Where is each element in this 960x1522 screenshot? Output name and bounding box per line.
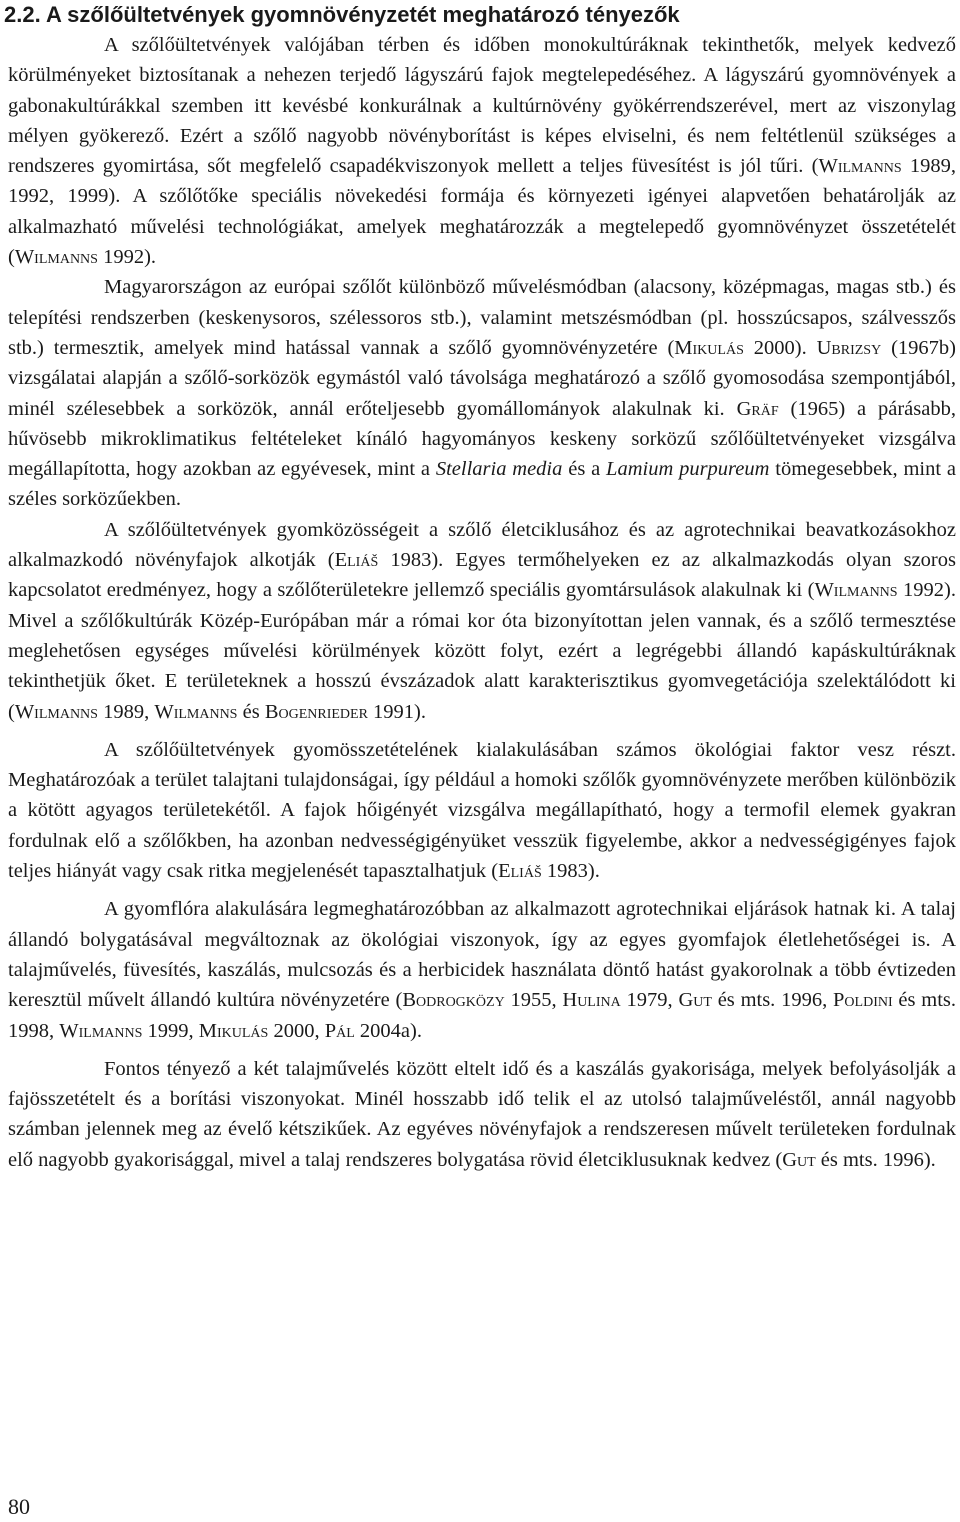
text-run: tömegesebbek, mint a széles sorközűekben. — [8, 458, 956, 511]
text-run: (1967b) vizsgálatai alapján a szőlő-sorközök egymástól való távolsága meghatározó a szőlő gyomosodása szempontjából, minél szélesebbek a sorközök, annál erőteljesebb gyomállományok alakulnak ki. — [8, 336, 957, 420]
text-run: és mts. 1996, — [711, 989, 834, 1012]
text-run: és a — [562, 458, 607, 481]
body-text — [8, 30, 956, 1175]
author-name: Wilmanns — [814, 579, 898, 602]
text-run: A szőlőültetvények gyomösszetételének kialakulásában számos ökológiai faktor vesz részt. Meghatározóak a terület talajtani tulajdonságai, így például a homoki szőlők gyomnövényzete merőben különbözik a kötött agyagos területekétől. A fajok hőigényét vizsgálva megállapítható, hogy a termofil elemek gyakran fordulnak elő a szőlőkben, ha azonban nedvességigényüket vesszük figyelembe, akkor a nedvességigényes fajok teljes hiányát vagy csak ritka megjelenését tapasztalhatjuk ( — [8, 738, 956, 883]
section-heading: 2.2. A szőlőültetvények gyomnövényzetét meghatározó tényezők — [4, 2, 680, 27]
text-run: 1999, — [142, 1019, 199, 1042]
author-name: Wilmanns — [14, 700, 98, 723]
text-run: 1989, — [97, 700, 155, 723]
author-name: Bogenrieder — [264, 700, 368, 723]
page-number: 80 — [8, 1494, 30, 1519]
author-name: Hulina — [562, 989, 621, 1012]
author-name: Gut — [782, 1148, 816, 1171]
text-run: A gyomflóra alakulására legmeghatározóbban az alkalmazott agrotechnikai eljárások hatnak ki. A talaj állandó bolygatásával megváltoznak az ökológiai viszonyok, így az egyes gyomfajok életlehetőségei is. A talajművelés, füvesítés, kaszálás, mulcsozás és a herbicidek használata döntő hatást gyakorolnak a több évtizeden keresztül művelt állandó kultúra növényzetére ( — [8, 898, 956, 1012]
text-run: Fontos tényező a két talajművelés között eltelt idő és a kaszálás gyakorisága, melyek befolyásolják a fajösszetételt és a borítási viszonyokat. Minél hosszabb idő telik el az utolsó talajműveléstől, annál nagyobb számban jelennek meg az évelő kétszikűek. Az egyéves növényfajok a rendszeresen művelt területeken fordulnak elő nagyobb gyakorisággal, mivel a talaj rendszeres bolygatása rövid életciklusuknak kedvez ( — [8, 1057, 956, 1171]
text-run: 1983). Egyes termőhelyeken ez az alkalmazkodás olyan szoros kapcsolatot eredményez, hogy a szőlőterületekre jellemző speciális gyomtársulások alakulnak ki ( — [8, 549, 956, 602]
text-run: 1979, — [620, 989, 679, 1012]
author-name: Gut — [678, 989, 712, 1012]
text-run: 2000). — [743, 336, 817, 359]
text-run: A szőlőültetvények gyomközösségeit a szőlő életciklusához és az agrotechnikai beavatkozásokhoz alkalmazkodó növényfajok alkotják ( — [8, 518, 956, 572]
author-name: Pál — [324, 1019, 355, 1042]
text-run: 1992). — [97, 246, 157, 269]
text-run: 1989, 1992, 1999). A szőlőtőke speciális növekedési formája és környezeti igényei alapvetően behatárolják az alkalmazható művelési technológiákat, amelyek meghatározzák a megtelepedő gyomnövényzet összetételét ( — [8, 155, 956, 269]
author-name: Gräf — [736, 397, 779, 420]
author-name: Wilmanns — [59, 1019, 143, 1042]
species-name: Stellaria media — [435, 458, 563, 481]
paragraph-1 — [8, 30, 956, 272]
author-name: Poldini — [833, 989, 893, 1012]
text-run: Magyarországon az európai szőlőt különböző művelésmódban (alacsony, középmagas, magas stb.) és telepítési rendszerben (keskenysoros, szélessoros stb.), valamint metszésmódban (pl. hosszúcsapos, szálvesszős stb.) termesztik, amelyek mind hatással vannak a szőlő gyomnövényzetére ( — [8, 276, 956, 359]
text-run: 1983). — [541, 860, 600, 883]
text-run: 1992). Mivel a szőlőkultúrák Közép-Európában már a római kor óta bizonyítottan jelen vannak, és a szőlő termesztése meglehetősen egységes művelési körülmények között folyt, ezért a legrégebbi állandó kapáskultúráknak tekinthetjük őket. E területeknek a hosszú évszázadok alatt karakterisztikus gyomvegetációja szelektálódott ki ( — [8, 579, 956, 723]
text-run: 2004a). — [354, 1019, 422, 1042]
text-run: (1965) a párásabb, hűvösebb mikroklimatikus feltételeket kínáló hagyományos keskeny sorközű szőlőültetvényeket vizsgálva megállapította, hogy azokban az egyévesek, mint a — [8, 397, 956, 481]
author-name: Eliáš — [498, 860, 542, 883]
paragraph-6 — [8, 1054, 956, 1175]
species-name: Lamium purpureum — [606, 458, 770, 481]
author-name: Mikulás — [674, 336, 744, 359]
paragraph-2 — [8, 272, 956, 514]
author-name: Ubrizsy — [816, 336, 882, 359]
text-run: 1955, — [504, 989, 563, 1012]
author-name: Wilmanns — [154, 700, 238, 723]
paragraph-4 — [8, 735, 956, 886]
author-name: Wilmanns — [14, 246, 98, 269]
text-run: A szőlőültetvények valójában térben és időben monokultúráknak tekinthetők, melyek kedvező körülményeket biztosítanak a nehezen terjedő lágyszárú fajok megtelepedéséhez. A lágyszárú gyomnövények a gabonakultúrákkal szemben itt kevésbé konkurálnak a kultúrnövény gyökérrendszerével, mert az viszonylag mélyen gyökerező. Ezért a szőlő nagyobb növényborítást is képes elviselni, és nem feltétlenül szükséges a rendszeres gyomirtása, sőt megfelelő csapadékviszonyok mellett a teljes füvesítést is jól tűri. ( — [8, 34, 956, 178]
author-name: Wilmanns — [818, 155, 902, 178]
author-name: Bodrogközy — [402, 989, 505, 1012]
text-run: és mts. 1996). — [815, 1148, 936, 1171]
text-run: 1991). — [367, 700, 426, 723]
text-run: és mts. 1998, — [8, 989, 957, 1042]
paragraph-3 — [8, 515, 956, 727]
author-name: Eliáš — [334, 549, 379, 572]
author-name: Mikulás — [198, 1019, 269, 1042]
text-run: 2000, — [268, 1019, 325, 1042]
text-run: és — [237, 700, 265, 723]
paragraph-5 — [8, 894, 956, 1045]
